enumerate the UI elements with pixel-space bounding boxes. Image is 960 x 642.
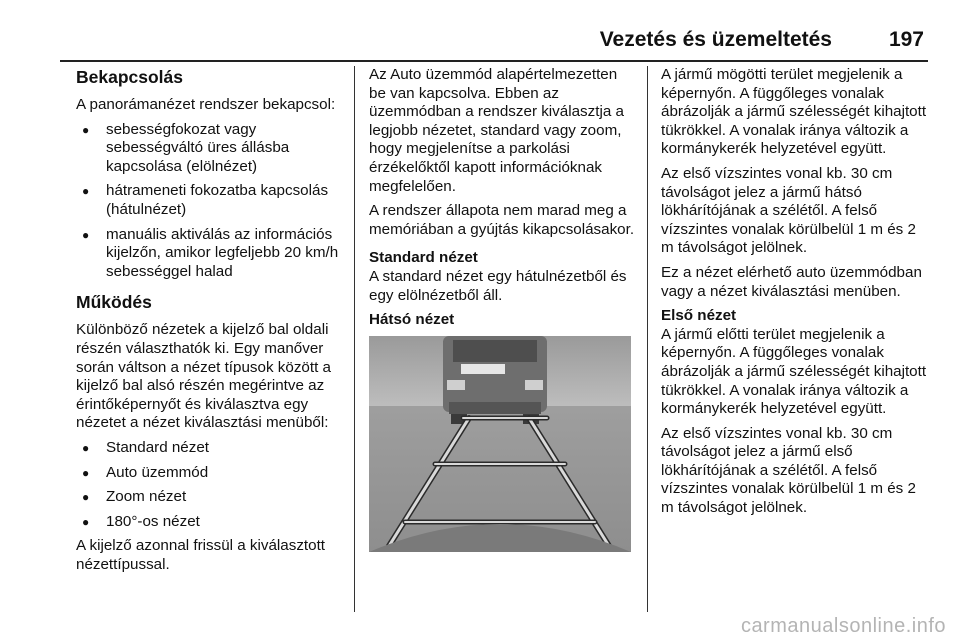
rear-camera-image <box>369 336 631 552</box>
body-text: A standard nézet egy hátulnézetből és egy elölnézetből áll. <box>369 267 627 304</box>
list-item: ● Standard nézet <box>76 439 346 458</box>
watermark: carmanualsonline.info <box>740 615 946 637</box>
body-text: A jármű mögötti terület megjelenik a képernyőn. A függőleges vonalak ábrázolják a jármű szélességét kihajtott tükrökkel. A vonalak iránya változik a kormánykerék helyzetével együtt. <box>661 66 927 158</box>
list-item: ● 180°-os nézet <box>76 513 346 532</box>
subheading-front-view: Első nézet <box>661 307 737 325</box>
list-item: ● Auto üzemmód <box>76 464 346 483</box>
page-number: 197 <box>888 28 924 51</box>
list-item: ● manuális aktiválás az információs kijelzőn, amikor legfeljebb 20 km/h sebességgel halad <box>76 226 346 282</box>
intro-text: A panorámanézet rendszer bekapcsol: <box>76 96 336 113</box>
column-divider <box>647 66 648 612</box>
body-text: Az első vízszintes vonal kb. 30 cm távolságot jelez a jármű hátsó lökhárítójának a szélétől. A felső vízszintes vonalak körülbelül 1 m és 2 m távolságot jelölnek. <box>661 164 916 257</box>
subheading-standard-view: Standard nézet <box>369 249 478 267</box>
page-header <box>60 24 928 62</box>
column-right <box>661 66 931 524</box>
body-text: Különböző nézetek a kijelző bal oldali részén választhatók ki. Egy manőver során váltson a nézet típusok között a kijelző bal alsó részén megérintve az érintőképernyőt és kiválasztva egy nézetet a nézet kiválasztási menüből: <box>76 321 331 432</box>
list-item: ● Zoom nézet <box>76 488 346 507</box>
activation-list <box>76 121 346 282</box>
column-middle <box>369 66 635 552</box>
list-item: ● hátrameneti fokozatba kapcsolás (hátulnézet) <box>76 182 346 219</box>
chapter-title: Vezetés és üzemeltetés <box>599 28 832 51</box>
view-types-list <box>76 439 346 531</box>
column-left <box>76 66 346 580</box>
parked-car-illustration <box>443 336 547 424</box>
body-text: A rendszer állapota nem marad meg a memóriában a gyújtás kikapcsolásakor. <box>369 202 635 238</box>
body-text: A jármű előtti terület megjelenik a képernyőn. A függőleges vonalak ábrázolják a jármű szélességét kihajtott tükrökkel. A vonalak iránya változik a kormánykerék helyzetével együtt. <box>661 325 927 418</box>
subheading-rear-view: Hátsó nézet <box>369 311 455 329</box>
body-text: Az első vízszintes vonal kb. 30 cm távolságot jelez a jármű első lökhárítójának a szélétől. A felső vízszintes vonalak körülbelül 1 m és 2 m távolságot jelölnek. <box>661 424 916 517</box>
list-item: ● sebességfokozat vagy sebességváltó üres állásba kapcsolása (elölnézet) <box>76 121 346 177</box>
body-text: Ez a nézet elérhető auto üzemmódban vagy a nézet kiválasztási menüben. <box>661 263 922 300</box>
column-divider <box>354 66 355 612</box>
body-text: Az Auto üzemmód alapértelmezetten be van kapcsolva. Ebben az üzemmódban a rendszer kiválasztja a legjobb nézetet, standard vagy zoom, hogy megjelenítse a parkolási érzékelőktől kapott információknak megfelelően. <box>369 66 624 195</box>
section-heading-activation: Bekapcsolás <box>76 67 184 87</box>
section-heading-operation: Működés <box>76 292 152 313</box>
body-text: A kijelző azonnal frissül a kiválasztott nézettípussal. <box>76 537 326 573</box>
